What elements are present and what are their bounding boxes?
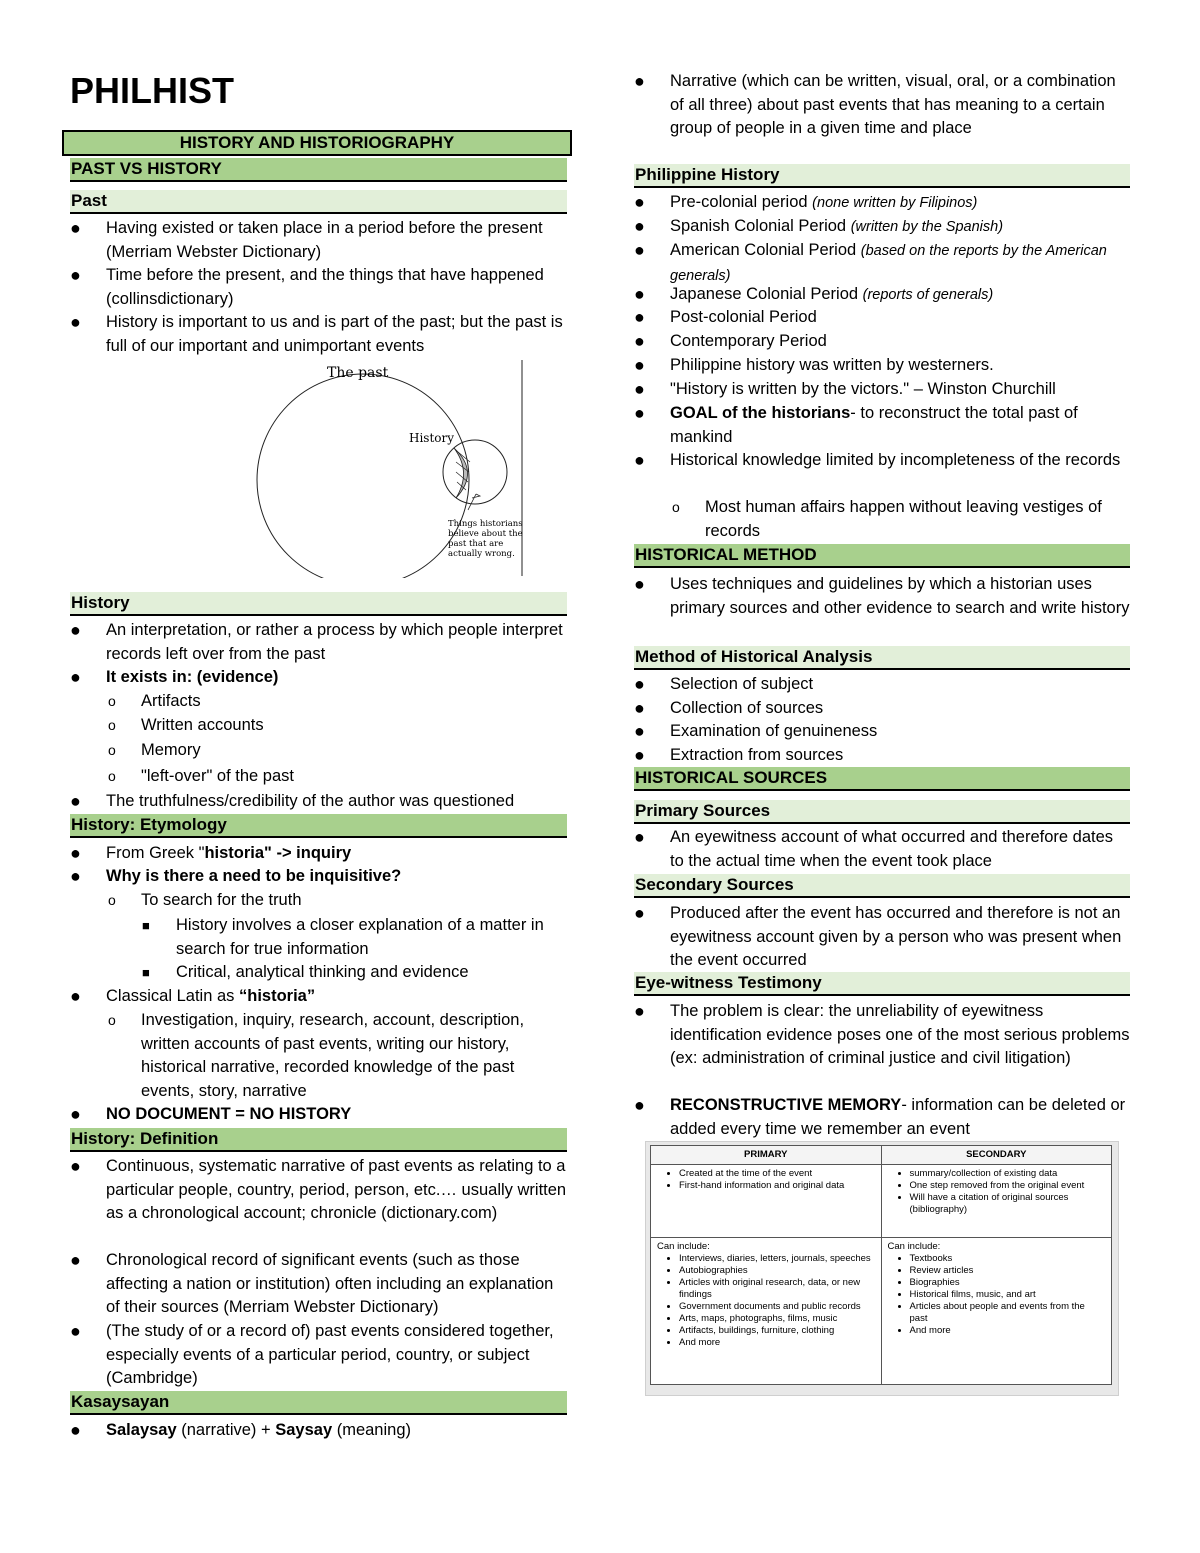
table-list-item: • One step removed from the original event xyxy=(910,1180,1106,1192)
heading-philippine-history: Philippine History xyxy=(634,164,1130,188)
heading-secondary-sources: Secondary Sources xyxy=(634,874,1130,898)
bullet-icon: ● xyxy=(634,379,645,399)
bullet-icon: ● xyxy=(634,745,645,765)
heading-historical-analysis: Method of Historical Analysis xyxy=(634,646,1130,670)
square-bullet-icon: ■ xyxy=(142,965,150,980)
heading-history: History xyxy=(70,592,567,616)
bullet-icon: ● xyxy=(634,331,645,351)
circle-bullet-icon: o xyxy=(108,717,116,733)
table-list-item: • Articles about people and events from the past xyxy=(910,1301,1106,1325)
bullet-icon: ● xyxy=(634,698,645,718)
heading-primary-sources: Primary Sources xyxy=(634,800,1130,824)
table-list-item: • Artifacts, buildings, furniture, clothing xyxy=(679,1325,875,1337)
circle-bullet-icon: o xyxy=(672,499,680,515)
section-box-heading: HISTORY AND HISTORIOGRAPHY xyxy=(62,130,572,156)
bullet-icon: ● xyxy=(634,674,645,694)
table-cell xyxy=(881,1238,1112,1385)
bullet-icon: ● xyxy=(634,307,645,327)
bullet-icon: ● xyxy=(70,218,81,238)
table-list-item: • First-hand information and original data xyxy=(679,1180,875,1192)
bullet-icon: ● xyxy=(70,312,81,332)
bullet-icon: ● xyxy=(634,192,645,212)
bullet-icon: ● xyxy=(634,1001,645,1021)
table-list-item: • Will have a citation of original sources (bibliography) xyxy=(910,1192,1106,1216)
bullet-icon: ● xyxy=(70,1156,81,1176)
sources-table xyxy=(650,1145,1112,1385)
bullet-icon: ● xyxy=(634,827,645,847)
primary-include-list xyxy=(657,1253,875,1349)
bullet-icon: ● xyxy=(634,1095,645,1115)
heading-etymology: History: Etymology xyxy=(70,814,567,838)
bullet-icon: ● xyxy=(70,843,81,863)
table-list-item: • Autobiographies xyxy=(679,1265,875,1277)
bullet-icon: ● xyxy=(634,721,645,741)
can-include-label: Can include: xyxy=(887,1241,941,1252)
circle-bullet-icon: o xyxy=(108,742,116,758)
heading-historical-method: HISTORICAL METHOD xyxy=(634,544,1130,568)
bullet-icon: ● xyxy=(70,1250,81,1270)
document-title: PHILHIST xyxy=(70,70,235,111)
table-list-item: • And more xyxy=(910,1325,1106,1337)
heading-eyewitness: Eye-witness Testimony xyxy=(634,972,1130,996)
table-list-item: • summary/collection of existing data xyxy=(910,1168,1106,1180)
table-list-item: • Historical films, music, and art xyxy=(910,1289,1106,1301)
table-cell xyxy=(651,1165,882,1238)
circle-bullet-icon: o xyxy=(108,693,116,709)
bullet-icon: ● xyxy=(70,1104,81,1124)
label-note: Things historians xyxy=(448,519,523,529)
primary-top-list xyxy=(657,1168,875,1192)
bullet-icon: ● xyxy=(634,574,645,594)
table-list-item: • And more xyxy=(679,1337,875,1349)
bullet-icon: ● xyxy=(70,866,81,886)
table-header-secondary: SECONDARY xyxy=(881,1146,1112,1165)
label-the-past: The past xyxy=(327,365,389,381)
table-list-item: • Created at the time of the event xyxy=(679,1168,875,1180)
bullet-icon: ● xyxy=(634,403,645,423)
bullet-icon: ● xyxy=(70,1420,81,1440)
label-history: History xyxy=(409,431,455,445)
bullet-icon: ● xyxy=(70,986,81,1006)
secondary-include-list xyxy=(888,1253,1106,1337)
bullet-icon: ● xyxy=(70,791,81,811)
bullet-icon: ● xyxy=(634,240,645,260)
table-header-primary: PRIMARY xyxy=(651,1146,882,1165)
label-note: believe about the xyxy=(448,529,523,539)
label-note: past that are xyxy=(448,539,504,549)
can-include-label: Can include: xyxy=(657,1241,710,1252)
bullet-icon: ● xyxy=(634,450,645,470)
bullet-icon: ● xyxy=(634,71,645,91)
table-list-item: • Review articles xyxy=(910,1265,1106,1277)
table-list-item: • Government documents and public records xyxy=(679,1301,875,1313)
heading-definition: History: Definition xyxy=(70,1128,567,1152)
circle-bullet-icon: o xyxy=(108,892,116,908)
bullet-icon: ● xyxy=(634,284,645,304)
table-list-item: • Interviews, diaries, letters, journals, speeches xyxy=(679,1253,875,1265)
table-cell xyxy=(651,1238,882,1385)
secondary-top-list xyxy=(888,1168,1106,1216)
bullet-icon: ● xyxy=(70,620,81,640)
heading-past: Past xyxy=(70,190,567,214)
table-list-item: • Arts, maps, photographs, films, music xyxy=(679,1313,875,1325)
table-list-item: • Biographies xyxy=(910,1277,1106,1289)
bullet-icon: ● xyxy=(634,355,645,375)
bullet-icon: ● xyxy=(70,667,81,687)
heading-historical-sources: HISTORICAL SOURCES xyxy=(634,767,1130,791)
past-history-diagram xyxy=(180,360,530,578)
table-list-item: • Textbooks xyxy=(910,1253,1106,1265)
table-cell xyxy=(881,1165,1112,1238)
bullet-icon: ● xyxy=(634,216,645,236)
bullet-icon: ● xyxy=(70,265,81,285)
square-bullet-icon: ■ xyxy=(142,918,150,933)
label-note: actually wrong. xyxy=(448,549,515,559)
bullet-icon: ● xyxy=(634,903,645,923)
table-list-item: • Articles with original research, data, or new findings xyxy=(679,1277,875,1301)
heading-past-vs-history: PAST VS HISTORY xyxy=(70,158,567,182)
circle-bullet-icon: o xyxy=(108,768,116,784)
heading-kasaysayan: Kasaysayan xyxy=(70,1391,567,1415)
circle-bullet-icon: o xyxy=(108,1012,116,1028)
bullet-icon: ● xyxy=(70,1321,81,1341)
